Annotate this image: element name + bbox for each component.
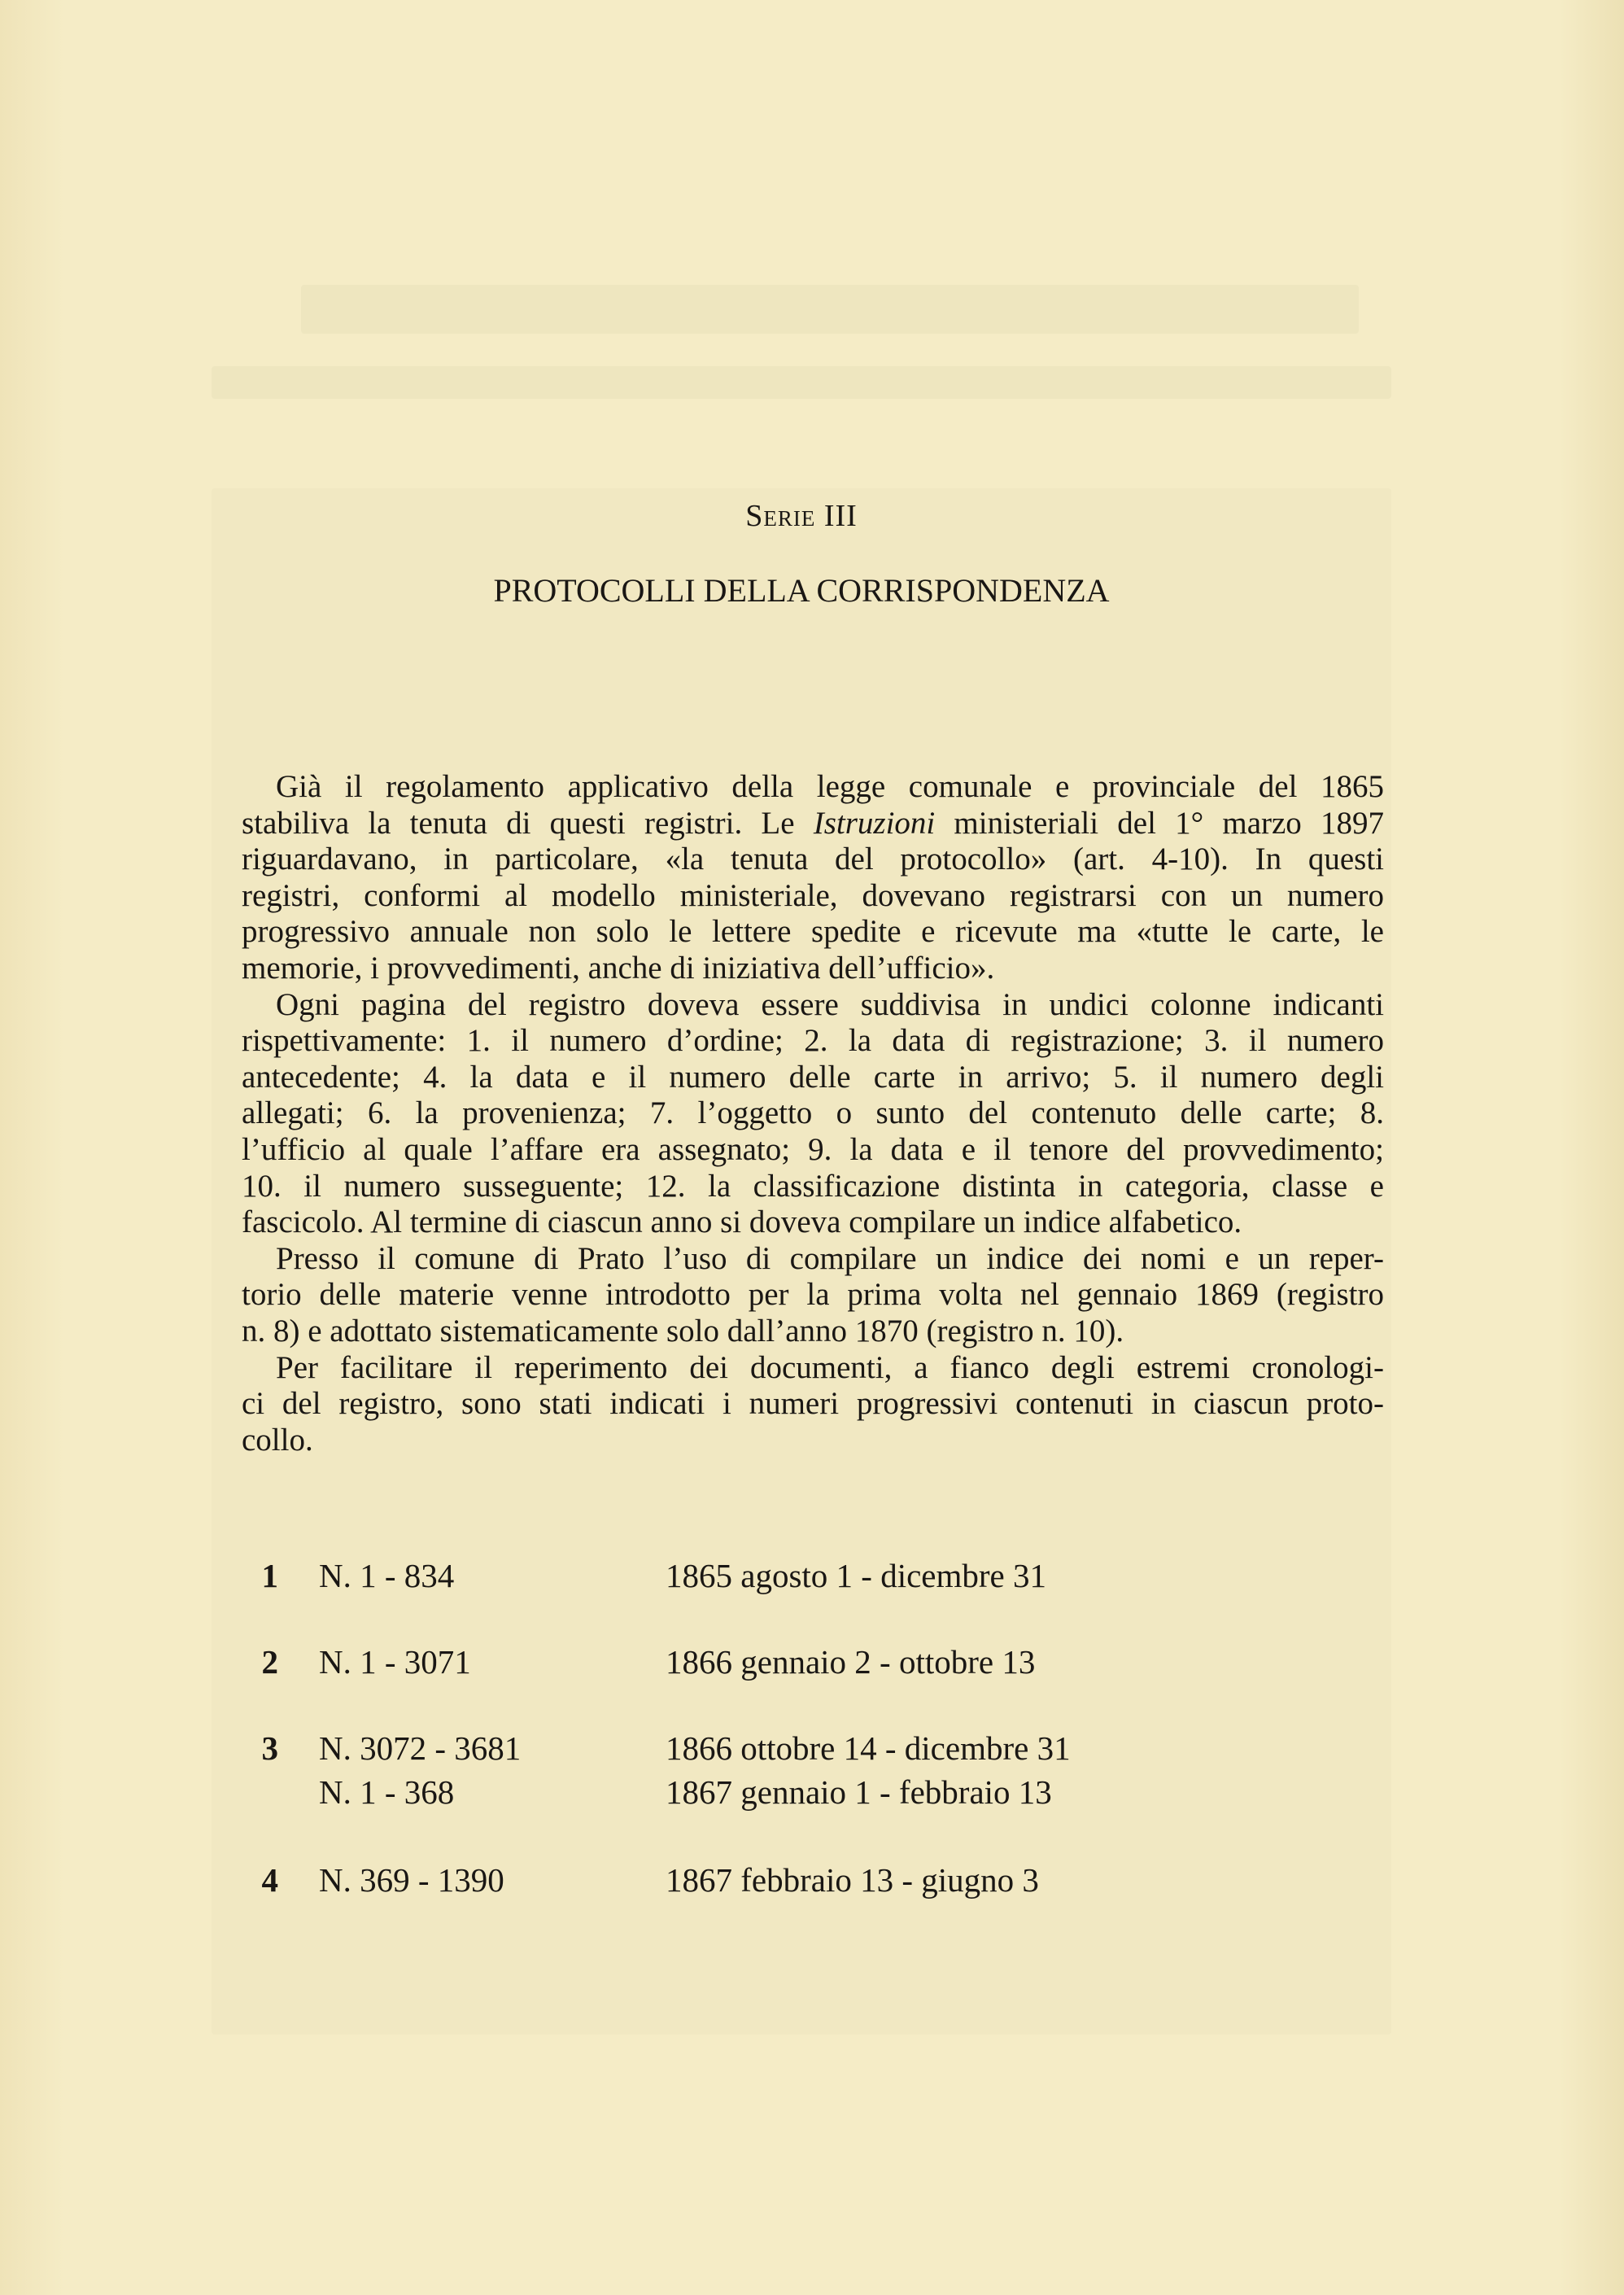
entry-number: 3 bbox=[261, 1729, 278, 1767]
series-label bbox=[0, 498, 1603, 534]
text-line: stabiliva la tenuta di questi registri. Le Istruzioni ministeriali del 1° marzo 1897 bbox=[242, 805, 1384, 841]
text-line: fascicolo. Al termine di ciascun anno si doveva compilare un indice alfabetico. bbox=[242, 1204, 1242, 1240]
text-line: Ogni pagina del registro doveva essere suddivisa in undici colonne indicanti bbox=[276, 986, 1384, 1022]
text-line: progressivo annuale non solo le lettere spedite e ricevute ma «tutte le carte, le bbox=[242, 914, 1384, 950]
text-line: torio delle materie venne introdotto per la prima volta nel gennaio 1869 (registro bbox=[242, 1277, 1384, 1313]
protocol-range: N. 1 - 368 bbox=[319, 1773, 455, 1811]
page-title: PROTOCOLLI DELLA CORRISPONDENZA bbox=[493, 572, 1110, 609]
protocol-range: N. 3072 - 3681 bbox=[319, 1729, 522, 1767]
protocol-range: N. 1 - 3071 bbox=[319, 1643, 471, 1681]
text-line: riguardavano, in particolare, «la tenuta del protocollo» (art. 4-10). In questi bbox=[242, 842, 1384, 877]
protocol-range: N. 369 - 1390 bbox=[319, 1861, 504, 1899]
series-number: III bbox=[823, 499, 858, 533]
italic-title: Istruzioni bbox=[813, 805, 936, 841]
date-range: 1867 gennaio 1 - febbraio 13 bbox=[666, 1773, 1052, 1811]
bleed-through-shadow bbox=[212, 366, 1391, 399]
paragraph bbox=[242, 1350, 1384, 1459]
text-line: l’ufficio al quale l’affare era assegnato; 9. la data e il tenore del provvedimento; bbox=[242, 1131, 1384, 1167]
text-line: ci del registro, sono stati indicati i numeri progressivi contenuti in ciascun proto- bbox=[242, 1386, 1384, 1422]
entry-number: 2 bbox=[261, 1643, 278, 1681]
date-range: 1866 gennaio 2 - ottobre 13 bbox=[666, 1643, 1036, 1681]
text-line: registri, conformi al modello ministeriale, dovevano registrarsi con un numero bbox=[242, 877, 1384, 913]
introduction-text bbox=[242, 769, 1384, 1458]
series-word: Serie bbox=[745, 499, 816, 533]
date-range: 1866 ottobre 14 - dicembre 31 bbox=[666, 1729, 1071, 1767]
text-line: allegati; 6. la provenienza; 7. l’oggetto o sunto del contenuto delle carte; 8. bbox=[242, 1095, 1384, 1131]
text-line: Per facilitare il reperimento dei documenti, a fianco degli estremi cronologi- bbox=[276, 1349, 1384, 1385]
text-line: collo. bbox=[242, 1422, 313, 1458]
date-range: 1867 febbraio 13 - giugno 3 bbox=[666, 1861, 1039, 1899]
paragraph bbox=[242, 769, 1384, 987]
paragraph bbox=[242, 1241, 1384, 1350]
date-range: 1865 agosto 1 - dicembre 31 bbox=[666, 1557, 1046, 1594]
text-line: memorie, i provvedimenti, anche di iniziativa dell’ufficio». bbox=[242, 950, 995, 986]
text-line: n. 8) e adottato sistematicamente solo dall’anno 1870 (registro n. 10). bbox=[242, 1313, 1124, 1349]
text-line: Già il regolamento applicativo della legge comunale e provinciale del 1865 bbox=[276, 769, 1384, 804]
bleed-through-shadow bbox=[301, 285, 1359, 334]
text-line: antecedente; 4. la data e il numero delle carte in arrivo; 5. il numero degli bbox=[242, 1059, 1384, 1095]
protocol-range: N. 1 - 834 bbox=[319, 1557, 455, 1594]
entry-number: 4 bbox=[261, 1861, 278, 1899]
paragraph bbox=[242, 987, 1384, 1241]
entry-number: 1 bbox=[261, 1557, 278, 1594]
text-line: 10. il numero susseguente; 12. la classificazione distinta in categoria, classe e bbox=[242, 1168, 1384, 1204]
text-line: Presso il comune di Prato l’uso di compilare un indice dei nomi e un reper- bbox=[276, 1240, 1384, 1276]
text-line: rispettivamente: 1. il numero d’ordine; 2. la data di registrazione; 3. il numero bbox=[242, 1023, 1384, 1059]
